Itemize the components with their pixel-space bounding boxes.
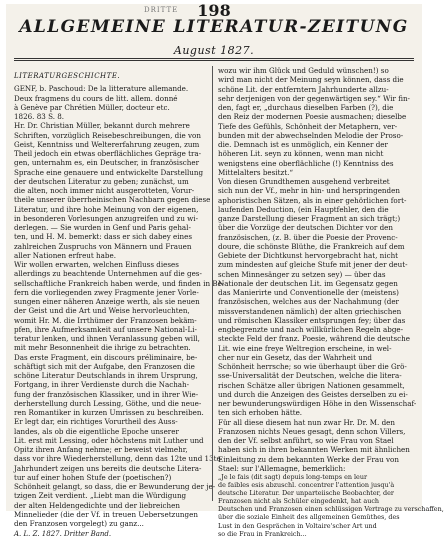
text-line: doure, die schönste Blüthe, die Frankreich auf dem bbox=[218, 241, 405, 251]
text-line: die. Demnach ist es unmöglich, ein Kenner der bbox=[218, 140, 388, 149]
text-line: den, fagt er, „durchaus dieselben Farben (?), die bbox=[218, 103, 394, 112]
text-line: ten, und H. M. bemerkt: dass er sich dabey eines bbox=[14, 232, 193, 242]
text-line: höheren Lit. seyn zu können, wenn man nicht bbox=[218, 149, 384, 159]
right-column-text bbox=[218, 66, 444, 538]
text-line: der Geist und die Art und Weise hervorleuchten, bbox=[14, 306, 190, 316]
text-line: Literatur, und ihre hohe Meinung von der eigenen, bbox=[14, 204, 199, 214]
text-line: haben sich in ihren bekannten Werken mit ähnlichen bbox=[218, 445, 410, 455]
page-number: 198 bbox=[197, 1, 231, 20]
text-line: laufenden Deduction, (ein Hauptfehler, den die bbox=[218, 204, 389, 214]
text-line: aphoristischen Sätzen, als in einer gehörlichen fort- bbox=[218, 195, 407, 205]
page-header bbox=[6, 1, 422, 20]
issue-date: August 1827. bbox=[173, 44, 255, 57]
text-line: Fortgang, in ihrer Verdienste durch die Nachah- bbox=[14, 380, 190, 390]
text-line: Hr. Dr. Christian Müller, bekannt durch mehrere bbox=[14, 121, 190, 131]
text-line: missverstandenen nämlich) der alten griechischen bbox=[218, 306, 402, 316]
text-line: Minnelieder (die der Vf. in treuen Uebersetzungen bbox=[14, 509, 198, 519]
text-line: Stael: sur l'Allemagne, bemerklich: bbox=[218, 463, 346, 473]
text-line: zahlreichen Zuspruchs von Männern und Frauen bbox=[14, 241, 192, 251]
text-line: à Genève par Chrétien Müller, docteur etc. bbox=[14, 102, 170, 112]
text-line: derlegen. — Sie wurden in Genf und Paris gehal- bbox=[14, 223, 191, 232]
text-line: ren Romantiker in kurzen Umrissen zu beschreiben. bbox=[14, 408, 204, 417]
text-line: bunden mit der abwechselnden Melodie der Proso- bbox=[218, 130, 404, 140]
text-line: teratur lenken, und ihnen Veranlassung geben will, bbox=[14, 334, 200, 343]
text-line: Schönheit gelangt, so dass, die er Bewunderung der je- bbox=[14, 482, 216, 491]
text-line: Das erste Fragment, ein discours préliminaire, be- bbox=[14, 352, 198, 362]
text-line: Lit. wie eine freye Weltregion erscheine, in wel- bbox=[218, 343, 392, 353]
text-line: Für all diese diesem hat nun zwar Hr. Dr. M. den bbox=[218, 417, 395, 427]
text-line: steckte Feld der franz. Poesie, während die deutsche bbox=[218, 334, 410, 344]
text-line: schen Minnesänger zu setzen sey) — über das bbox=[218, 269, 386, 279]
text-line: engbegrenzte und nach willkürlichen Regeln abge- bbox=[218, 325, 404, 334]
text-line: schöne Literatur Deutschlands in ihrem Ursprung, bbox=[14, 371, 198, 380]
text-line: Lust in den Gesprächen in Voltaire'scher Art und bbox=[218, 521, 377, 530]
masthead-title: ALLGEMEINE LITERATUR-ZEITUNG bbox=[19, 17, 409, 37]
section-heading: LITERATURGESCHICHTE. bbox=[14, 72, 121, 80]
text-line: den Reiz der modernen Poesie ausmachen; dieselbe bbox=[218, 112, 407, 122]
text-line: „Je le fais (dit sagt) depuis long-temps en leur bbox=[218, 473, 368, 481]
text-line: Deux fragmens du cours de litt. allem. donné bbox=[14, 93, 178, 103]
text-line: Einleitung zu dem bekannten Werke der Frau von bbox=[218, 454, 399, 464]
text-line: Tiefe des Gefühls, Schönheit der Metaphern, ver- bbox=[218, 121, 398, 131]
left-column bbox=[14, 72, 225, 540]
text-line: gen, unternahm es, ein Deutscher, in französischer bbox=[14, 158, 199, 168]
text-line: schöne Lit. der entferntern Jahrhunderte allzu- bbox=[218, 84, 389, 94]
text-line: rischen Schätze aller übrigen Nationen gesammelt, bbox=[218, 380, 405, 390]
text-line: Wir wollen erwarten, welchen Einfluss dieses bbox=[14, 260, 179, 269]
text-line: französischen, (z. B. über die Poesie der Provenc- bbox=[218, 232, 398, 242]
text-line: deutsche Literatur. Der unparteiische Beobachter, der bbox=[218, 489, 394, 498]
text-line: tzigen Zeit verdient. „Liebt man die Würdigung bbox=[14, 491, 187, 501]
text-line: die alten, noch immer nicht ausgerotteten, Vorur- bbox=[14, 186, 195, 195]
text-line: wird man nicht der Meinung seyn können, dass die bbox=[218, 75, 404, 85]
text-line: Von diesen Grundthemen ausgehend verbreitet bbox=[218, 177, 390, 186]
text-line: in besonderen Vorlesungen anzugreifen und zu wi- bbox=[14, 213, 198, 223]
text-line: Theil jedoch ein etwas oberflächliches Gepräge tra- bbox=[14, 149, 202, 158]
text-line: über die Vorzüge der deutschen Dichter vor den bbox=[218, 223, 393, 233]
text-line: allerdings zu beachtende Unternehmen auf die ges- bbox=[14, 269, 202, 279]
header-rule-secondary bbox=[14, 60, 414, 61]
text-line: Franzosen nicht als Schüler eingedenkt, hat auch bbox=[218, 497, 380, 506]
text-line: sehr derjenigen von der gegenwärtigen sey.“ Wir fin- bbox=[218, 93, 410, 103]
text-line: Schönheit herrsche; so wie überhaupt über die Grö- bbox=[218, 362, 407, 371]
text-line: ganze Darstellung dieser Fragment an sich trägt;) bbox=[218, 214, 401, 223]
text-line: und durch die Anzeigen des Geistes derselben zu ei- bbox=[218, 389, 408, 399]
text-line: Geist, Kenntniss und Weltererfahrung zeugen, zum bbox=[14, 139, 200, 149]
text-line: schäftigt sich mit der Aufgabe, den Franzosen die bbox=[14, 361, 195, 371]
right-column bbox=[218, 66, 444, 538]
text-line: der deutschen Literatur zu geben; zunächst, um bbox=[14, 176, 189, 186]
text-line: sse-Universalität der Deutschen, welche die litera- bbox=[218, 371, 402, 381]
text-line: der alten Heldengedichte und der liebreichen bbox=[14, 500, 180, 510]
text-line: sich nun der Vf., mehr in hin- und herspringenden bbox=[218, 186, 400, 196]
text-line: cher nur ein Gesetz, das der Wahrheit und bbox=[218, 352, 373, 362]
text-line: A. L. Z. 1827. Dritter Band. bbox=[14, 530, 112, 539]
text-line: französischen, welches aus der Nachahmung (der bbox=[218, 297, 399, 307]
text-line: Jahrhundert zeigen uns bereits die deutsche Litera- bbox=[14, 463, 202, 473]
text-line: den Franzosen vorgelegt) zu ganz... bbox=[14, 519, 144, 528]
text-line: zum mindesten auf gleiche Stufe mit jener der deut- bbox=[218, 260, 408, 270]
text-line: derherstellung durch Lessing, Göthe, und die neue- bbox=[14, 398, 202, 408]
text-line: GENF, b. Paschoud: De la litterature allemande. bbox=[14, 84, 189, 94]
text-line: den der Vf. selbst anführt, so wie Frau von Stael bbox=[218, 436, 394, 445]
text-line: de faibles esis abzuschl. concentrer l'attention jusqu'à bbox=[218, 481, 395, 490]
text-line: dass vor ihre Wiederherstellung, denn das 12te und 13te bbox=[14, 454, 221, 464]
text-line: wozu wir ihm Glück und Geduld wünschen!) so bbox=[218, 66, 389, 75]
text-line: so die Frau in Frankreich... bbox=[218, 529, 307, 538]
text-line: tur auf einer hohen Stufe der (poetischen?) bbox=[14, 472, 172, 482]
text-line: Nationale der deutschen Lit. im Gegensatz gegen bbox=[218, 278, 398, 288]
text-line: aller Nationen erfreut habe. bbox=[14, 250, 116, 260]
text-line: fern die vorliegenden zwey Fragmente jener Vorle- bbox=[14, 287, 199, 297]
text-line: pfen, ihre Aufmerksamkeit auf unsere National-Li- bbox=[14, 324, 197, 334]
text-line: ten sich erhoben hätte. bbox=[218, 408, 303, 418]
text-line: sellschaftliche Frankreich haben werde, und finden in Be- bbox=[14, 278, 225, 288]
column-divider bbox=[212, 66, 213, 501]
text-line: womit Hr. M. die Irrthümer der Franzosen bekäm- bbox=[14, 315, 197, 325]
text-line: Deutschen und Franzosen einen schlüssigen Vertrage zu verschaffen, bbox=[218, 505, 444, 514]
text-line: über die soziale Einheit des allgemeinen Gemüthes, des bbox=[218, 513, 400, 522]
text-line: und römischen Klassiker entsprungen fey; über das bbox=[218, 315, 406, 325]
text-line: Schriften, vorzüglich Reisebeschreibungen, die von bbox=[14, 130, 201, 140]
text-line: Sprache eine genauere und entwickelte Darstellung bbox=[14, 167, 204, 177]
text-line: sungen einer näheren Anzeige werth, als sie neuen bbox=[14, 297, 200, 306]
text-line: wenigstens eine oberflächliche (!) Kenntniss des bbox=[218, 158, 394, 168]
text-line: Mittelalters besitzt.“ bbox=[218, 167, 293, 177]
left-column-text bbox=[14, 84, 225, 539]
text-line: Lit. erst mit Lessing, oder höchstens mit Luther und bbox=[14, 435, 204, 445]
text-line: 1826. 83 S. 8. bbox=[14, 112, 65, 121]
text-line: das Manierirte und Conventionelle der (meistens) bbox=[218, 288, 399, 297]
newspaper-page bbox=[6, 1, 444, 539]
text-line: mit mehr Besonnenheit die ihrige zu betrachten. bbox=[14, 343, 191, 353]
text-line: Gebiete der Dichtkunst hervorgebracht hat, nicht bbox=[218, 251, 399, 260]
text-line: ner bewunderungswürdigen Höhe in den Wissenschaf- bbox=[218, 399, 417, 408]
header-rule bbox=[14, 58, 414, 59]
header-top-left: DRITTE bbox=[144, 6, 179, 14]
text-line: Er legt dar, ein richtiges Vorurtheil des Auss- bbox=[14, 417, 178, 427]
text-line: fung der französischen Klassiker, und in ihrer Wie- bbox=[14, 389, 199, 399]
text-line: Opitz ihren Anfang nehme; er beweist vielmehr, bbox=[14, 445, 188, 454]
text-line: landes, als ob die eigentliche Epoche unserer bbox=[14, 426, 179, 436]
text-line: theile unserer überrheinischen Nachbarn gegen diese bbox=[14, 195, 211, 205]
text-line: Franzosen nichts Neues gesagt, denn schon Villers, bbox=[218, 426, 406, 436]
